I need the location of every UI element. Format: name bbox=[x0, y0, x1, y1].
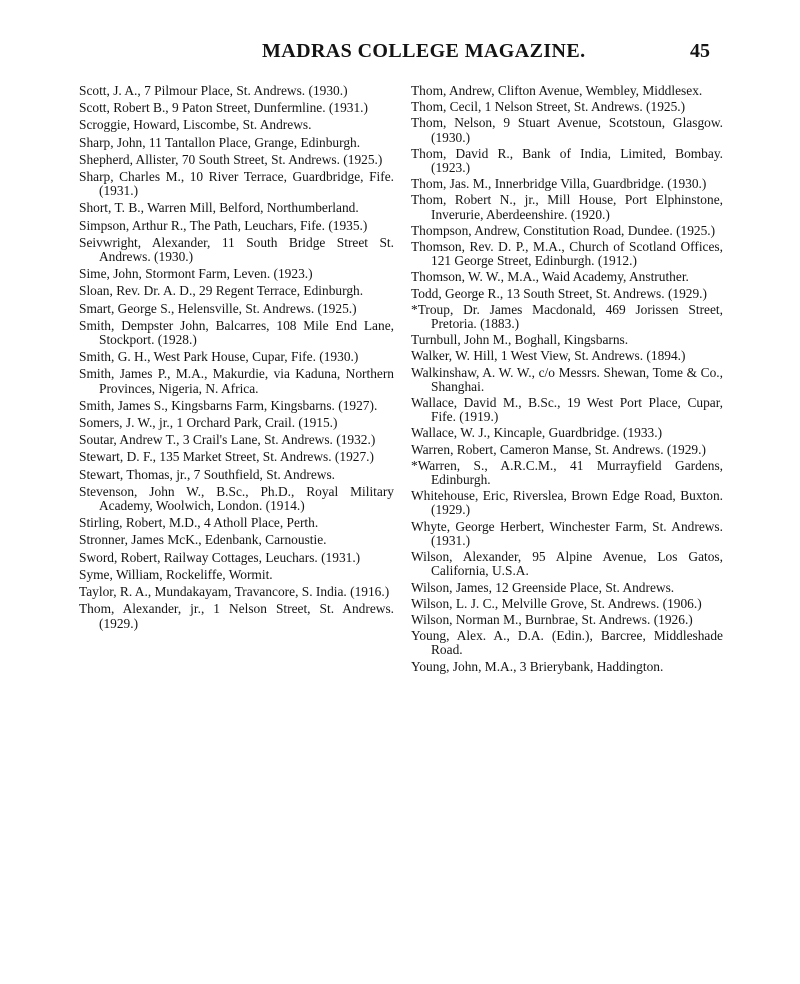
directory-entry: Stewart, D. F., 135 Market Street, St. Andrews. (1927.) bbox=[79, 449, 374, 465]
directory-entry: Sword, Robert, Railway Cottages, Leuchars. (1931.) bbox=[79, 549, 361, 565]
directory-entry: Thom, Nelson, 9 Stuart Avenue, Scotstoun, Glasgow. (1930.) bbox=[411, 115, 723, 145]
directory-entry: Wilson, James, 12 Greenside Place, St. Andrews. bbox=[411, 579, 675, 595]
directory-entry: Sloan, Rev. Dr. A. D., 29 Regent Terrace, Edinburgh. bbox=[79, 283, 364, 299]
directory-entry: Thom, Alexander, jr., 1 Nelson Street, St. Andrews. (1929.) bbox=[79, 601, 394, 631]
directory-entry: Stirling, Robert, M.D., 4 Atholl Place, Perth. bbox=[79, 515, 319, 531]
directory-entry: Warren, Robert, Cameron Manse, St. Andrews. (1929.) bbox=[411, 441, 706, 457]
directory-entry: Whitehouse, Eric, Riverslea, Brown Edge Road, Buxton. (1929.) bbox=[411, 488, 723, 518]
directory-entry: Wilson, L. J. C., Melville Grove, St. Andrews. (1906.) bbox=[411, 595, 702, 611]
directory-entry: Wallace, W. J., Kincaple, Guardbridge. (1933.) bbox=[411, 425, 663, 441]
directory-entry: Todd, George R., 13 South Street, St. Andrews. (1929.) bbox=[411, 285, 707, 301]
left-column bbox=[79, 84, 394, 634]
directory-entry: *Warren, S., A.R.C.M., 41 Murrayfield Gardens, Edinburgh. bbox=[411, 457, 723, 488]
directory-entry: Walkinshaw, A. W. W., c/o Messrs. Shewan, Tome & Co., Shanghai. bbox=[411, 364, 723, 394]
directory-entry: Wallace, David M., B.Sc., 19 West Port Place, Cupar, Fife. (1919.) bbox=[411, 395, 723, 425]
directory-entry: Sime, John, Stormont Farm, Leven. (1923.) bbox=[79, 266, 313, 282]
directory-entry: Scroggie, Howard, Liscombe, St. Andrews. bbox=[79, 117, 312, 133]
directory-entry: Smart, George S., Helensville, St. Andrews. (1925.) bbox=[79, 300, 357, 316]
directory-entry: Taylor, R. A., Mundakayam, Travancore, S. India. (1916.) bbox=[79, 584, 390, 600]
directory-entry: Turnbull, John M., Boghall, Kingsbarns. bbox=[411, 332, 629, 348]
directory-entry: Thom, Robert N., jr., Mill House, Port Elphinstone, Inverurie, Aberdeenshire. (1920.) bbox=[411, 192, 723, 222]
directory-entry: Thom, Cecil, 1 Nelson Street, St. Andrews. (1925.) bbox=[411, 99, 686, 115]
directory-entry: Stevenson, John W., B.Sc., Ph.D., Royal Military Academy, Woolwich, London. (1914.) bbox=[79, 483, 394, 514]
directory-entry: Soutar, Andrew T., 3 Crail's Lane, St. Andrews. (1932.) bbox=[79, 432, 376, 448]
page-number: 45 bbox=[690, 40, 710, 62]
directory-entry: Wilson, Alexander, 95 Alpine Avenue, Los Gatos, California, U.S.A. bbox=[411, 549, 723, 579]
running-title: MADRAS COLLEGE MAGAZINE. bbox=[262, 40, 586, 62]
directory-entry: Young, Alex. A., D.A. (Edin.), Barcree, Middleshade Road. bbox=[411, 628, 723, 658]
directory-entry: Young, John, M.A., 3 Brierybank, Haddington. bbox=[411, 658, 664, 674]
directory-entry: Syme, William, Rockeliffe, Wormit. bbox=[79, 566, 273, 582]
directory-entry: *Troup, Dr. James Macdonald, 469 Jorissen Street, Pretoria. (1883.) bbox=[411, 301, 723, 332]
directory-entry: Scott, J. A., 7 Pilmour Place, St. Andrews. (1930.) bbox=[79, 83, 348, 98]
directory-entry: Stewart, Thomas, jr., 7 Southfield, St. Andrews. bbox=[79, 466, 336, 482]
directory-entry: Thompson, Andrew, Constitution Road, Dundee. (1925.) bbox=[411, 222, 716, 238]
directory-entry: Thomson, W. W., M.A., Waid Academy, Anstruther. bbox=[411, 269, 689, 285]
directory-entry: Smith, James S., Kingsbarns Farm, Kingsbarns. (1927). bbox=[79, 397, 378, 413]
directory-entry: Short, T. B., Warren Mill, Belford, Northumberland. bbox=[79, 200, 359, 216]
directory-entry: Scott, Robert B., 9 Paton Street, Dunfermline. (1931.) bbox=[79, 100, 368, 116]
directory-entry: Shepherd, Allister, 70 South Street, St. Andrews. (1925.) bbox=[79, 151, 383, 167]
directory-entry: Wilson, Norman M., Burnbrae, St. Andrews. (1926.) bbox=[411, 611, 693, 627]
directory-entry: Thomson, Rev. D. P., M.A., Church of Scotland Offices, 121 George Street, Edinburgh. (1912.) bbox=[411, 239, 723, 269]
directory-entry: Smith, James P., M.A., Makurdie, via Kaduna, Northern Provinces, Nigeria, N. Africa. bbox=[79, 366, 394, 396]
directory-entry: Seivwright, Alexander, 11 South Bridge Street St. Andrews. (1930.) bbox=[79, 234, 394, 265]
directory-entry: Stronner, James McK., Edenbank, Carnoustie. bbox=[79, 532, 327, 548]
directory-entry: Thom, David R., Bank of India, Limited, Bombay. (1923.) bbox=[411, 145, 723, 176]
directory-entry: Smith, G. H., West Park House, Cupar, Fife. (1930.) bbox=[79, 349, 359, 365]
right-column bbox=[411, 84, 723, 676]
directory-entry: Simpson, Arthur R., The Path, Leuchars, Fife. (1935.) bbox=[79, 217, 368, 233]
directory-entry: Thom, Jas. M., Innerbridge Villa, Guardbridge. (1930.) bbox=[411, 176, 707, 192]
directory-entry: Sharp, Charles M., 10 River Terrace, Guardbridge, Fife. (1931.) bbox=[79, 169, 394, 199]
directory-entry: Somers, J. W., jr., 1 Orchard Park, Crail. (1915.) bbox=[79, 415, 338, 431]
page-header bbox=[0, 40, 800, 70]
directory-entry: Thom, Andrew, Clifton Avenue, Wembley, Middlesex. bbox=[411, 83, 703, 98]
directory-entry: Whyte, George Herbert, Winchester Farm, St. Andrews. (1931.) bbox=[411, 518, 723, 548]
directory-entry: Walker, W. Hill, 1 West View, St. Andrews. (1894.) bbox=[411, 348, 686, 364]
directory-entry: Sharp, John, 11 Tantallon Place, Grange, Edinburgh. bbox=[79, 134, 361, 150]
directory-entry: Smith, Dempster John, Balcarres, 108 Mile End Lane, Stockport. (1928.) bbox=[79, 317, 394, 348]
